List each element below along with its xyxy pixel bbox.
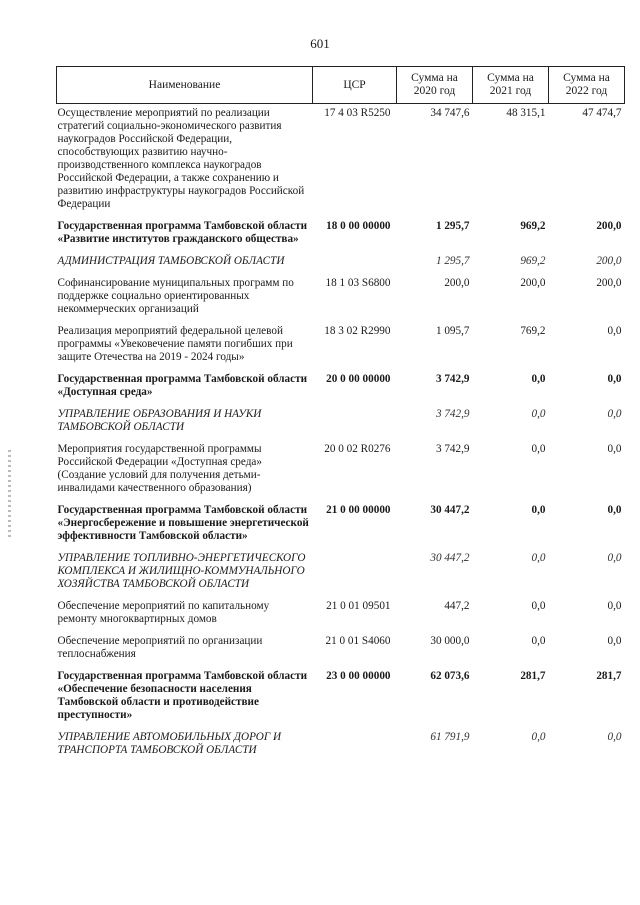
row-value-2020: 30 000,0 [430,635,470,647]
row-value-2021: 0,0 [531,408,546,420]
row-value-2020: 3 742,9 [435,408,470,420]
row-value-2020: 3 742,9 [435,443,470,455]
row-value-2022: 0,0 [607,408,622,420]
row-name: Государственная программа Тамбовской области «Энергосбережение и повышение энергетической эффективности Тамбовской области» [57,504,309,542]
row-name: Реализация мероприятий федеральной целевой программы «Увековечение памяти погибших при защите Отечества на 2019 - 2024 годы» [57,325,293,363]
row-value-2020: 1 095,7 [435,325,470,337]
table-row [57,440,625,501]
row-value-2020: 34 747,6 [430,107,470,119]
table-row [57,252,625,274]
row-value-2020: 200,0 [444,277,470,289]
header-2020: Сумма на 2020 год [397,67,473,104]
row-value-2020: 30 447,2 [430,552,470,564]
row-name: АДМИНИСТРАЦИЯ ТАМБОВСКОЙ ОБЛАСТИ [57,255,285,267]
table-row [57,667,625,728]
row-code: 17 4 03 R5250 [324,107,391,119]
row-code: 21 0 01 S4060 [325,635,391,647]
header-2021: Сумма на 2021 год [473,67,549,104]
row-value-2020: 61 791,9 [430,731,470,743]
row-value-2021: 0,0 [531,504,546,516]
row-code: 23 0 00 00000 [326,670,391,682]
table-row [57,632,625,667]
row-value-2021: 0,0 [531,731,546,743]
row-code: 20 0 02 R0276 [324,443,391,455]
row-value-2021: 969,2 [520,255,546,267]
header-2022: Сумма на 2022 год [549,67,625,104]
row-value-2021: 0,0 [531,373,546,385]
row-name: Софинансирование муниципальных программ по поддержке социально ориентированных некоммерческих организаций [57,277,294,315]
row-code: 20 0 00 00000 [326,373,391,385]
page-number: 601 [310,36,330,51]
table-row [57,405,625,440]
row-value-2020: 1 295,7 [435,255,470,267]
row-name: УПРАВЛЕНИЕ ОБРАЗОВАНИЯ И НАУКИ ТАМБОВСКОЙ ОБЛАСТИ [57,408,262,433]
row-value-2021: 0,0 [531,635,546,647]
table-row [57,274,625,322]
table-row [57,217,625,252]
row-value-2021: 0,0 [531,600,546,612]
table-row [57,549,625,597]
row-name: Обеспечение мероприятий по организации теплоснабжения [57,635,263,660]
row-value-2022: 0,0 [607,504,622,516]
row-name: Государственная программа Тамбовской области «Доступная среда» [57,373,308,398]
table-row [57,728,625,763]
row-value-2020: 1 295,7 [435,220,470,232]
row-code [313,728,397,763]
margin-mark [8,450,11,540]
row-value-2020: 30 447,2 [430,504,470,516]
row-value-2022: 0,0 [607,600,622,612]
row-value-2022: 200,0 [596,277,622,289]
row-value-2020: 62 073,6 [430,670,470,682]
row-value-2022: 200,0 [596,255,622,267]
row-code [313,549,397,597]
row-value-2022: 0,0 [607,552,622,564]
row-code: 18 0 00 00000 [326,220,391,232]
row-value-2022: 200,0 [596,220,622,232]
row-code: 18 1 03 S6800 [325,277,391,289]
row-value-2021: 200,0 [520,277,546,289]
table-row [57,501,625,549]
budget-table [56,66,625,763]
row-value-2021: 969,2 [520,220,546,232]
row-code: 21 0 01 09501 [326,600,391,612]
row-code: 18 3 02 R2990 [324,325,391,337]
row-value-2022: 0,0 [607,731,622,743]
row-code: 21 0 00 00000 [326,504,391,516]
row-value-2022: 0,0 [607,325,622,337]
table-row [57,322,625,370]
row-value-2021: 0,0 [531,552,546,564]
row-name: Государственная программа Тамбовской области «Обеспечение безопасности населения Тамбовской области и противодействие преступности» [57,670,308,721]
row-value-2021: 0,0 [531,443,546,455]
row-code [313,252,397,274]
table-body [57,104,625,764]
row-name: УПРАВЛЕНИЕ АВТОМОБИЛЬНЫХ ДОРОГ И ТРАНСПОРТА ТАМБОВСКОЙ ОБЛАСТИ [57,731,282,756]
row-value-2022: 0,0 [607,373,622,385]
row-value-2020: 447,2 [444,600,470,612]
row-value-2021: 769,2 [520,325,546,337]
row-name: Мероприятия государственной программы Российской Федерации «Доступная среда» (Создание условий для получения детьми-инвалидами качественного образования) [57,443,262,494]
table-header-row [57,67,625,104]
row-value-2022: 281,7 [596,670,622,682]
row-name: УПРАВЛЕНИЕ ТОПЛИВНО-ЭНЕРГЕТИЧЕСКОГО КОМПЛЕКСА И ЖИЛИЩНО-КОММУНАЛЬНОГО ХОЗЯЙСТВА ТАМБОВСКОЙ ОБЛАСТИ [57,552,306,590]
row-value-2022: 0,0 [607,635,622,647]
row-value-2020: 3 742,9 [435,373,470,385]
table-row [57,597,625,632]
row-code [313,405,397,440]
row-name: Обеспечение мероприятий по капитальному ремонту многоквартирных домов [57,600,270,625]
row-name: Государственная программа Тамбовской области «Развитие институтов гражданского общества» [57,220,308,245]
header-code: ЦСР [313,67,397,104]
row-value-2022: 0,0 [607,443,622,455]
header-name: Наименование [57,67,313,104]
row-value-2021: 48 315,1 [506,107,546,119]
table-row [57,104,625,218]
row-value-2022: 47 474,7 [582,107,622,119]
row-name: Осуществление мероприятий по реализации стратегий социально-экономического развития наукоградов Российской Федерации, способствующих развитию научно-производственного комплекса наукоградов Российской Федерации, а также сохранению и развитию инфраструктуры наукоградов Российской Федерации [57,107,305,210]
table-row [57,370,625,405]
row-value-2021: 281,7 [520,670,546,682]
